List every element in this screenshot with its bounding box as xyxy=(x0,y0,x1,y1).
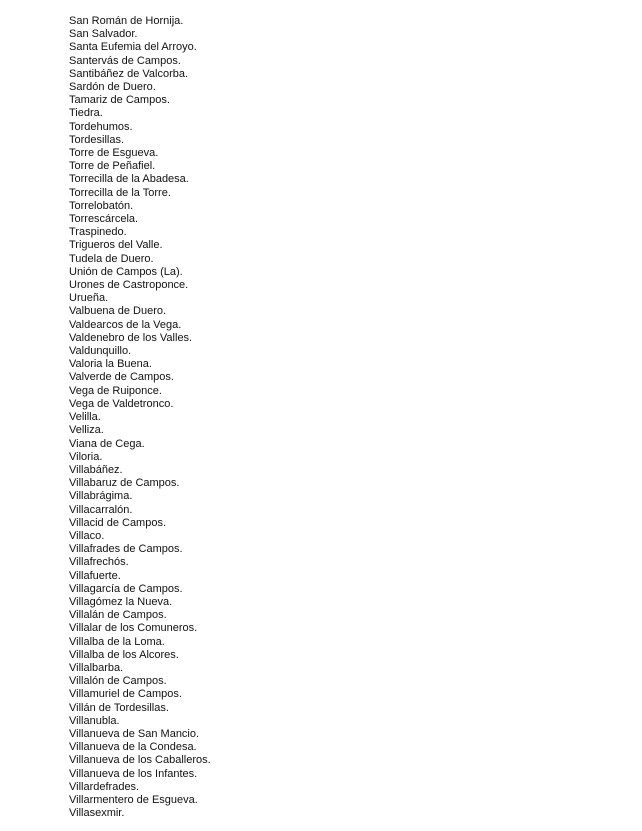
municipality-item: Villanueva de los Infantes. xyxy=(69,767,198,780)
municipality-item: Villalba de los Alcores. xyxy=(69,648,179,661)
municipality-item: Trigueros del Valle. xyxy=(69,239,163,252)
municipality-item: Villanueva de San Mancio. xyxy=(69,727,200,740)
municipality-item: Torre de Esgueva. xyxy=(69,147,159,160)
municipality-item: Villabrágima. xyxy=(69,490,133,503)
municipality-item: Vega de Valdetronco. xyxy=(69,397,174,410)
municipality-item: Torrecilla de la Abadesa. xyxy=(69,173,189,186)
municipality-item: Torrelobatón. xyxy=(69,199,134,212)
municipality-item: Velliza. xyxy=(69,424,104,437)
municipality-item: Sardón de Duero. xyxy=(69,81,156,94)
municipality-item: Tamariz de Campos. xyxy=(69,94,170,107)
municipality-item: Villalón de Campos. xyxy=(69,675,167,688)
municipality-item: Santibáñez de Valcorba. xyxy=(69,67,189,80)
municipality-item: Traspinedo. xyxy=(69,226,127,239)
municipality-item: Tudela de Duero. xyxy=(69,252,154,265)
municipality-item: Vega de Ruiponce. xyxy=(69,384,162,397)
municipality-item: Tiedra. xyxy=(69,107,103,120)
municipality-item: Villalar de los Comuneros. xyxy=(69,622,198,635)
municipality-item: Valdearcos de la Vega. xyxy=(69,318,182,331)
municipality-item: Santervás de Campos. xyxy=(69,54,181,67)
municipality-item: Villaco. xyxy=(69,529,105,542)
municipality-item: Villafuerte. xyxy=(69,569,121,582)
municipality-item: Villán de Tordesillas. xyxy=(69,701,169,714)
municipality-item: Torre de Peñafiel. xyxy=(69,160,156,173)
municipality-item: Velilla. xyxy=(69,411,101,424)
municipality-item: Villagómez la Nueva. xyxy=(69,595,173,608)
municipality-item: Valdunquillo. xyxy=(69,345,132,358)
municipality-item: Villabáñez. xyxy=(69,463,123,476)
municipality-item: Villafrades de Campos. xyxy=(69,543,183,556)
municipality-item: Torrecilla de la Torre. xyxy=(69,186,171,199)
municipality-item: Villanueva de los Caballeros. xyxy=(69,754,211,767)
municipality-item: Santa Eufemia del Arroyo. xyxy=(69,41,197,54)
municipality-item: Tordesillas. xyxy=(69,133,125,146)
municipality-item: Valbuena de Duero. xyxy=(69,305,167,318)
municipality-item: Urueña. xyxy=(69,292,109,305)
municipality-item: Villamuriel de Campos. xyxy=(69,688,182,701)
municipality-item: Valdenebro de los Valles. xyxy=(69,331,193,344)
municipality-item: Valoria la Buena. xyxy=(69,358,152,371)
municipality-item: Villalbarba. xyxy=(69,661,124,674)
municipality-item: Villardefrades. xyxy=(69,780,140,793)
municipality-item: Valverde de Campos. xyxy=(69,371,174,384)
municipality-item: Villabaruz de Campos. xyxy=(69,477,180,490)
municipality-item: Villalba de la Loma. xyxy=(69,635,165,648)
municipality-item: Villacid de Campos. xyxy=(69,516,167,529)
municipality-item: Villarmentero de Esgueva. xyxy=(69,793,198,806)
municipality-item: Urones de Castroponce. xyxy=(69,279,189,292)
municipality-item: Viana de Cega. xyxy=(69,437,145,450)
municipality-item: Unión de Campos (La). xyxy=(69,265,183,278)
municipality-item: Villasexmir. xyxy=(69,807,125,820)
municipality-item: Torrescárcela. xyxy=(69,213,139,226)
municipality-item: San Román de Hornija. xyxy=(69,15,184,27)
municipality-item: Villagarcía de Campos. xyxy=(69,582,183,595)
municipality-list xyxy=(69,15,211,820)
municipality-item: Villanubla. xyxy=(69,714,120,727)
municipality-item: Tordehumos. xyxy=(69,120,133,133)
municipality-item: San Salvador. xyxy=(69,28,138,41)
municipality-item: Villalán de Campos. xyxy=(69,609,167,622)
municipality-item: Villacarralón. xyxy=(69,503,133,516)
municipality-item: Villanueva de la Condesa. xyxy=(69,741,197,754)
municipality-item: Viloria. xyxy=(69,450,103,463)
municipality-item: Villafrechós. xyxy=(69,556,129,569)
